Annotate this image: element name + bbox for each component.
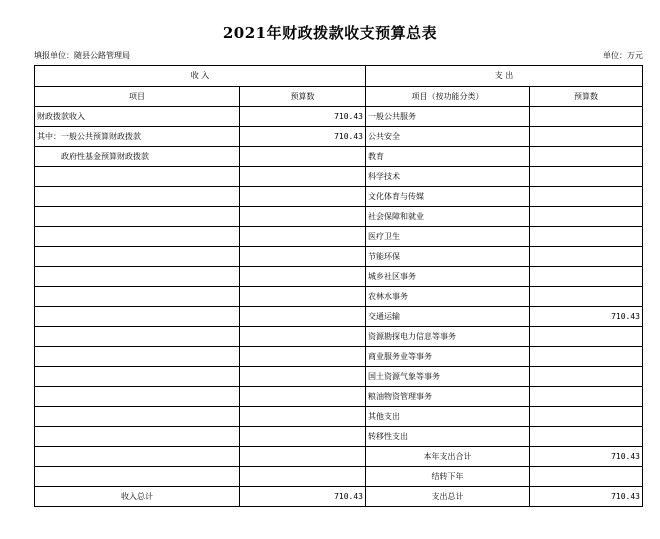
income-item-cell <box>35 447 240 467</box>
expense-item-cell: 城乡社区事务 <box>366 267 530 287</box>
income-value-cell <box>240 427 366 447</box>
income-item-cell <box>35 387 240 407</box>
expense-item-cell: 商业服务业等事务 <box>366 347 530 367</box>
expense-value-cell <box>530 147 643 167</box>
table-row <box>35 407 643 427</box>
income-value-cell <box>240 147 366 167</box>
expense-value-cell <box>530 367 643 387</box>
income-item-cell <box>35 247 240 267</box>
expense-total-value: 710.43 <box>530 487 643 507</box>
reporting-unit: 填报单位：随县公路管理局 <box>34 51 130 60</box>
header-row-sections <box>35 66 643 87</box>
income-value-cell <box>240 467 366 487</box>
expense-value-cell <box>530 407 643 427</box>
income-item-cell: 政府性基金预算财政拨款 <box>35 147 240 167</box>
expense-total-label: 支出总计 <box>366 487 530 507</box>
expense-value-cell <box>530 187 643 207</box>
expense-item-cell: 文化体育与传媒 <box>366 187 530 207</box>
income-item-cell <box>35 207 240 227</box>
total-row <box>35 487 643 507</box>
table-row <box>35 147 643 167</box>
income-item-cell <box>35 407 240 427</box>
expense-value-cell <box>530 287 643 307</box>
income-value-cell <box>240 387 366 407</box>
expense-value-cell <box>530 427 643 447</box>
income-total-value: 710.43 <box>240 487 366 507</box>
expense-item-cell: 医疗卫生 <box>366 227 530 247</box>
income-item-cell: 财政拨款收入 <box>35 107 240 127</box>
table-row <box>35 267 643 287</box>
expense-value-cell <box>530 107 643 127</box>
col-header-income-item: 项目 <box>35 87 240 107</box>
table-row <box>35 447 643 467</box>
table-row <box>35 427 643 447</box>
income-item-cell <box>35 307 240 327</box>
income-item-cell <box>35 167 240 187</box>
expense-value-cell <box>530 127 643 147</box>
income-value-cell <box>240 227 366 247</box>
page-title: 2021年财政拨款收支预算总表 <box>222 24 438 42</box>
expense-value-cell <box>530 267 643 287</box>
income-value-cell <box>240 287 366 307</box>
income-value-cell <box>240 267 366 287</box>
income-item-cell <box>35 347 240 367</box>
expense-item-cell: 转移性支出 <box>366 427 530 447</box>
expense-value-cell <box>530 167 643 187</box>
table-row <box>35 467 643 487</box>
expense-item-cell: 结转下年 <box>366 467 530 487</box>
expense-value-cell: 710.43 <box>530 307 643 327</box>
income-value-cell <box>240 447 366 467</box>
income-value-cell <box>240 307 366 327</box>
table-row <box>35 367 643 387</box>
col-header-income-budget: 预算数 <box>240 87 366 107</box>
expense-item-cell: 科学技术 <box>366 167 530 187</box>
expense-section-header: 支 出 <box>366 66 643 87</box>
expense-item-cell: 社会保障和就业 <box>366 207 530 227</box>
budget-table <box>34 65 643 507</box>
table-row <box>35 247 643 267</box>
col-header-expense-item: 项目（按功能分类） <box>366 87 530 107</box>
table-row <box>35 347 643 367</box>
income-value-cell: 710.43 <box>240 107 366 127</box>
income-item-cell <box>35 287 240 307</box>
expense-value-cell <box>530 347 643 367</box>
expense-item-cell: 一般公共服务 <box>366 107 530 127</box>
table-row <box>35 287 643 307</box>
currency-unit: 单位：万元 <box>603 51 643 60</box>
expense-item-cell: 资源勘探电力信息等事务 <box>366 327 530 347</box>
income-value-cell <box>240 247 366 267</box>
income-item-cell <box>35 267 240 287</box>
income-value-cell <box>240 207 366 227</box>
income-item-cell <box>35 467 240 487</box>
expense-item-cell: 交通运输 <box>366 307 530 327</box>
table-row <box>35 327 643 347</box>
income-item-cell <box>35 327 240 347</box>
expense-item-cell: 国土资源气象等事务 <box>366 367 530 387</box>
expense-value-cell <box>530 247 643 267</box>
table-row <box>35 387 643 407</box>
expense-value-cell <box>530 387 643 407</box>
table-row <box>35 127 643 147</box>
income-value-cell <box>240 367 366 387</box>
income-item-cell <box>35 227 240 247</box>
expense-item-cell: 粮油物资管理事务 <box>366 387 530 407</box>
expense-value-cell <box>530 467 643 487</box>
income-item-cell <box>35 427 240 447</box>
header-row-columns <box>35 87 643 107</box>
expense-value-cell <box>530 227 643 247</box>
income-item-cell <box>35 367 240 387</box>
income-section-header: 收 入 <box>35 66 366 87</box>
table-row <box>35 187 643 207</box>
table-row <box>35 167 643 187</box>
income-value-cell <box>240 407 366 427</box>
expense-value-cell <box>530 327 643 347</box>
expense-item-cell: 公共安全 <box>366 127 530 147</box>
expense-item-cell: 教育 <box>366 147 530 167</box>
expense-item-cell: 本年支出合计 <box>366 447 530 467</box>
table-row <box>35 227 643 247</box>
expense-value-cell: 710.43 <box>530 447 643 467</box>
expense-value-cell <box>530 207 643 227</box>
table-row <box>35 207 643 227</box>
income-value-cell <box>240 187 366 207</box>
income-value-cell <box>240 347 366 367</box>
table-row <box>35 307 643 327</box>
income-item-cell <box>35 187 240 207</box>
income-total-label: 收入总计 <box>35 487 240 507</box>
income-item-cell: 其中：一般公共预算财政拨款 <box>35 127 240 147</box>
expense-item-cell: 节能环保 <box>366 247 530 267</box>
income-value-cell: 710.43 <box>240 127 366 147</box>
income-value-cell <box>240 167 366 187</box>
table-row <box>35 107 643 127</box>
col-header-expense-budget: 预算数 <box>530 87 643 107</box>
income-value-cell <box>240 327 366 347</box>
expense-item-cell: 其他支出 <box>366 407 530 427</box>
expense-item-cell: 农林水事务 <box>366 287 530 307</box>
